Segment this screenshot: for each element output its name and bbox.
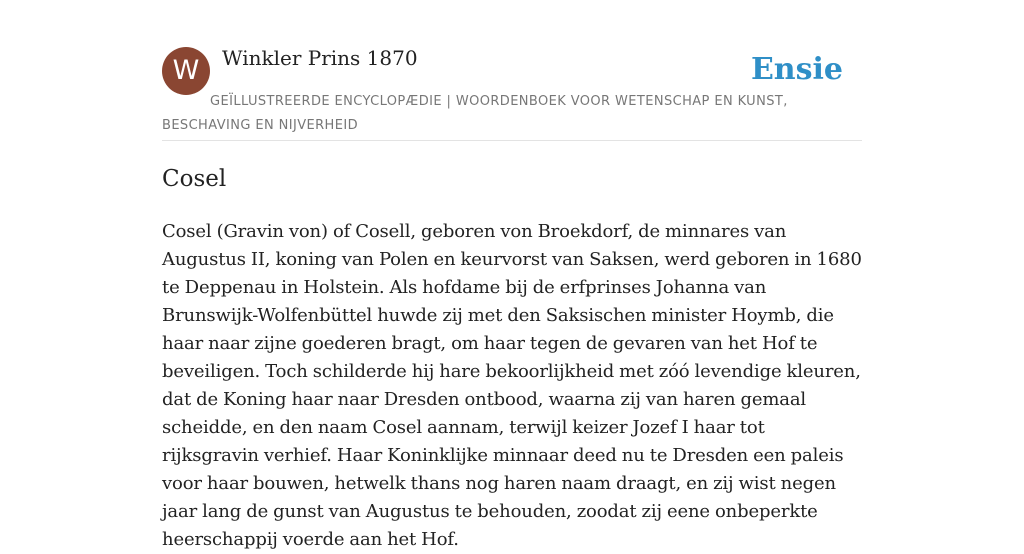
article-title: Cosel (162, 166, 227, 192)
article-body: Cosel (Gravin von) of Cosell, geboren von Broekdorf, de minnares van Augustus II, koning van Polen en keurvorst van Saksen, werd geboren in 1680 te Deppenau in Holstein. Als hofdame bij de erfprinses Johanna van Brunswijk-Wolfenbüttel huwde zij met den Saksischen minister Hoymb, die haar naar zijne goederen bragt, om haar tegen de gevaren van het Hof te beveiligen. Toch schilderde hij hare bekoorlijkheid met zóó levendige kleuren, dat de Koning haar naar Dresden ontbood, waarna zij van haren gemaal scheidde, en den naam Cosel aannam, terwijl keizer Jozef I haar tot rijksgravin verhief. Haar Koninklijke minnaar deed nu te Dresden een paleis voor haar bouwen, hetwelk thans nog haren naam draagt, en zij wist negen jaar lang de gunst van Augustus te behouden, zoodat zij eene onbeperkte heerschappij voerde aan het Hof. (162, 221, 862, 550)
ensie-logo-link[interactable]: Ensie (750, 52, 843, 87)
source-avatar[interactable]: W (162, 47, 210, 95)
source-title[interactable]: Winkler Prins 1870 (222, 46, 418, 70)
source-subtitle: GEÏLLUSTREERDE ENCYCLOPÆDIE | WOORDENBOEK VOOR WETENSCHAP EN KUNST, BESCHAVING EN NIJVERHEID (162, 94, 788, 133)
article (162, 162, 862, 554)
source-header (162, 46, 862, 141)
